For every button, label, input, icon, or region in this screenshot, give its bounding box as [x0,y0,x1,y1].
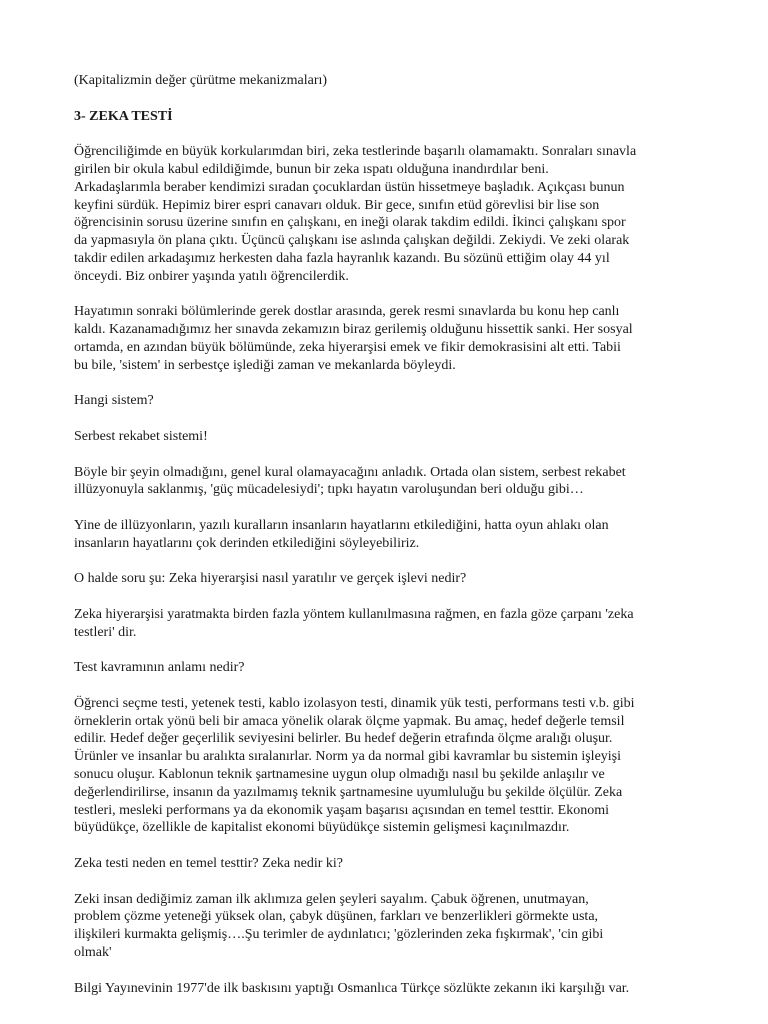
section-heading: 3- ZEKA TESTİ [74,108,173,124]
paragraph-3: Hangi sistem? [74,393,154,409]
paragraph-11: Zeka testi neden en temel testtir? Zeka nedir ki? [74,856,343,872]
paragraph-6: Yine de illüzyonların, yazılı kuralların insanların hayatlarını etkilediğini, hatta oyun ahlakı olan insanların hayatlarını çok derinden etkilediğini söyleyebiliriz. [74,517,609,551]
paragraph-2: Hayatımın sonraki bölümlerinde gerek dostlar arasında, gerek resmi sınavlarda bu konu hep canlı kaldı. Kazanamadığımız her sınavda zekamızın biraz gerilemiş olduğunu hissettik sanki. Her sosyal ortamda, en azından büyük bölümünde, zeka hiyerarşisi emek ve fikir demokrasisini alt etti. Tabii bu bile, 'sistem' in serbestçe işlediği zaman ve mekanlarda böyleydi. [74,304,633,373]
paragraph-4: Serbest rekabet sistemi! [74,428,208,444]
paragraph-12: Zeki insan dediğimiz zaman ilk aklımıza gelen şeyleri sayalım. Çabuk öğrenen, unutmayan, problem çözme yeteneği yüksek olan, çabyk düşünen, farkları ve benzerlikleri görmekte usta, ilişkileri kurmakta gelişmiş….Şu terimler de aydınlatıcı; 'gözlerinden zeka fışkırmak', 'cin gibi olmak' [74,891,604,961]
document-subtitle: (Kapitalizmin değer çürütme mekanizmaları) [74,73,328,88]
paragraph-5: Böyle bir şeyin olmadığını, genel kural olamayacağını anladık. Ortada olan sistem, serbest rekabet illüzyonuyla saklanmış, 'güç mücadelesiydi'; tıpkı hayatın varoluşundan beri olduğu gibi… [74,464,626,498]
paragraph-10: Öğrenci seçme testi, yetenek testi, kablo izolasyon testi, dinamik yük testi, performans testi v.b. gibi örneklerin ortak yönü beli bir amaca yönelik olarak ölçme yapmak. Bu amaç, hedef değerle temsil edilir. Hedef değer geçerlilik seviyesini belirler. Bu hedef değerin etrafında ölçme aralığı oluşur. Ürünler ve insanlar bu aralıkta sıralanırlar. Norm ya da normal gibi kavramlar bu sistemin işleyişi sonucu oluşur. Kablonun teknik şartnamesine uygun olup olmadığı nasıl bu şekilde anlaşılır ve değerlendirilirse, insanın da yazılmamış teknik şartnamesine uyumluluğu bu şekilde ölçülür. Zeka testleri, mesleki performans ya da ekonomik yaşam başarısı açısından en temel testtir. Ekonomi büyüdükçe, özellikle de kapitalist ekonomi büyüdükçe sistemin gelişmesi kaçınılmazdır. [74,695,635,836]
document-page [74,72,704,997]
paragraph-1: Öğrenciliğimde en büyük korkularımdan biri, zeka testlerinde başarılı olamamaktı. Sonraları sınavla girilen bir okula kabul edildiğimde, bunun bir zeka ıspatı olduğuna inandırdılar beni. Arkadaşlarımla beraber kendimizi sıradan çocuklardan üstün hissetmeye başladık. Açıkçası bunun keyfini sürdük. Hepimiz birer espri canavarı olduk. Bir gece, sınıfın etüd görevlisi bir lise son öğrencisinin sorusu üzerine sınıfın en çalışkanı, en ineği olarak takdim edildi. İkinci çalışkanı spor da yapmasıyla ön plana çıktı. Üçüncü çalışkanı ise aslında çalışkan değildi. Zekiydi. Ve zeki olarak takdir edilen arkadaşımız herkesten daha fazla hayranlık kazandı. Bu sözünü ettiğim olay 44 yıl önceydi. Biz onbirer yaşında yatılı öğrencilerdik. [74,144,637,284]
paragraph-7: O halde soru şu: Zeka hiyerarşisi nasıl yaratılır ve gerçek işlevi nedir? [74,571,467,587]
paragraph-13: Bilgi Yayınevinin 1977'de ilk baskısını yaptığı Osmanlıca Türkçe sözlükte zekanın iki karşılığı var. [74,980,630,996]
paragraph-9: Test kavramının anlamı nedir? [74,660,245,676]
paragraph-8: Zeka hiyerarşisi yaratmakta birden fazla yöntem kullanılmasına rağmen, en fazla göze çarpanı 'zeka testleri' dir. [74,606,634,640]
